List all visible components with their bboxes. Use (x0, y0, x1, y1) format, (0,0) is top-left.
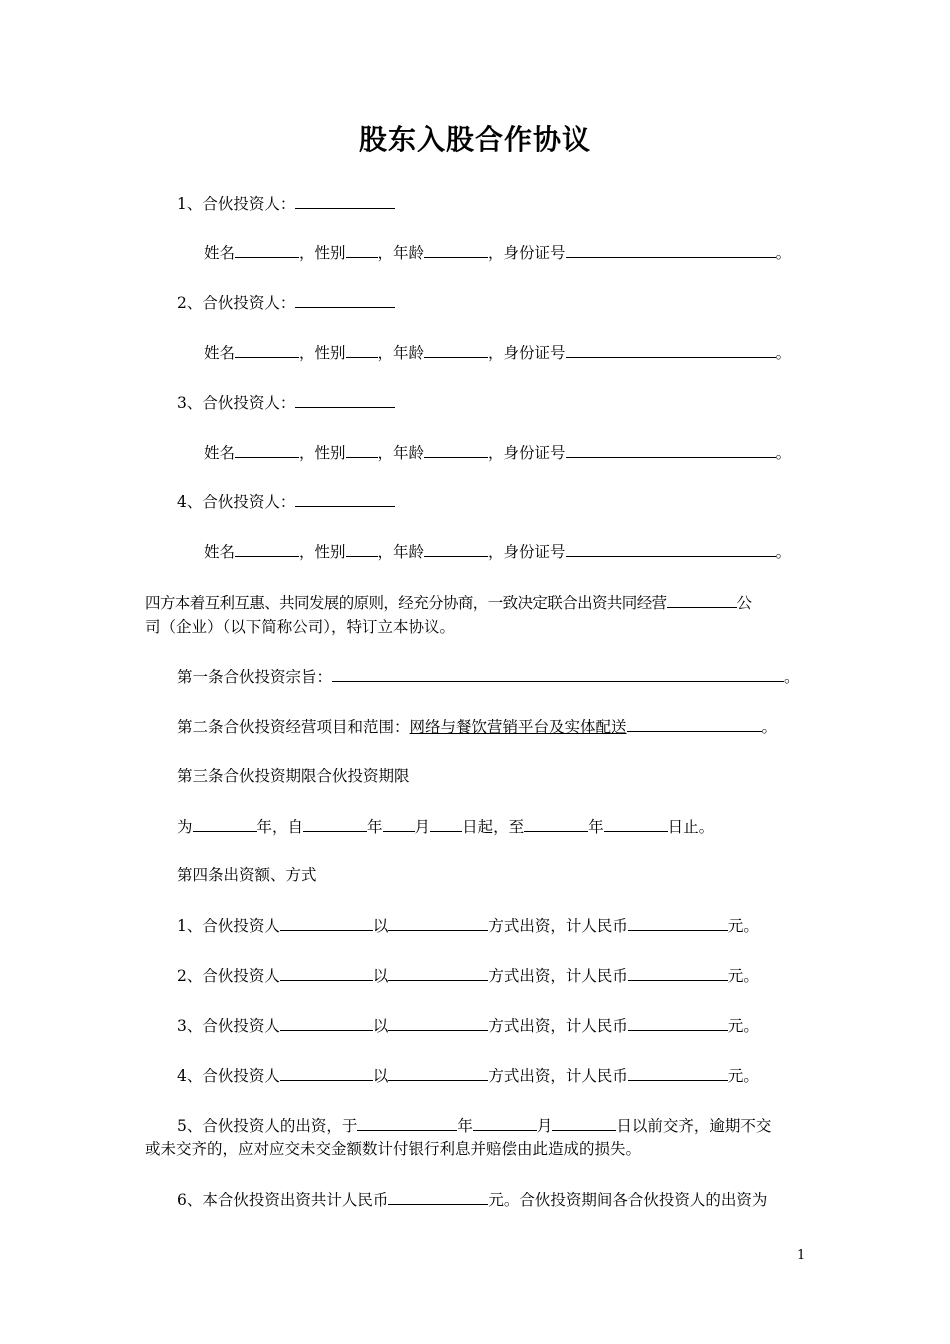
document-title: 股东入股合作协议 (358, 123, 591, 156)
page-number: 1 (797, 1248, 806, 1263)
investor-3-header: 3、合伙投资人： (177, 392, 395, 413)
article-4-title: 第四条出资额、方式 (177, 866, 317, 884)
investor-4-details: 姓名 ，性别 ，年龄 ，身份证号 。 (204, 543, 792, 561)
contribution-3: 3、合伙投资人 以 方式出资，计人民币 元。 (177, 1017, 759, 1035)
contribution-2: 2、合伙投资人 以 方式出资，计人民币 元。 (177, 967, 759, 985)
investor-4-header: 4、合伙投资人： (177, 491, 395, 512)
investor-2-header: 2、合伙投资人： (177, 292, 395, 313)
investor-3-details: 姓名 ，性别 ，年龄 ，身份证号 。 (204, 444, 792, 462)
intro-line-2: 司（企业）（以下简称公司），特订立本协议。 (145, 618, 456, 636)
intro-line-1: 四方本着互利互惠、共同发展的原则，经充分协商，一致决定联合出资共同经营 公 (145, 594, 752, 612)
contribution-5-line-2: 或未交齐的，应对应交未交金额数计付银行利息并赔偿由此造成的损失。 (145, 1140, 642, 1158)
investor-2-details: 姓名 ，性别 ，年龄 ，身份证号 。 (204, 344, 792, 362)
contribution-4: 4、合伙投资人 以 方式出资，计人民币 元。 (177, 1067, 759, 1085)
contribution-6: 6、本合伙投资出资共计人民币 元。合伙投资期间各合伙投资人的出资为 (177, 1191, 768, 1209)
contribution-5-line-1: 5、合伙投资人的出资，于 年 月 日以前交齐，逾期不交 (177, 1117, 772, 1135)
article-3-title: 第三条合伙投资期限合伙投资期限 (177, 767, 410, 785)
business-scope-value: 网络与餐饮营销平台及实体配送 (409, 718, 627, 736)
contribution-1: 1、合伙投资人 以 方式出资，计人民币 元。 (177, 917, 759, 935)
article-2: 第二条合伙投资经营项目和范围：网络与餐饮营销平台及实体配送 。 (177, 718, 778, 736)
investor-1-details: 姓名 ，性别 ，年龄 ，身份证号 。 (204, 244, 792, 262)
investor-1-header: 1、合伙投资人： (177, 193, 395, 214)
article-1: 第一条合伙投资宗旨： 。 (177, 668, 800, 686)
article-3-period: 为 年，自 年 月 日起，至 年 日止。 (177, 818, 715, 836)
blank-field (295, 193, 395, 209)
